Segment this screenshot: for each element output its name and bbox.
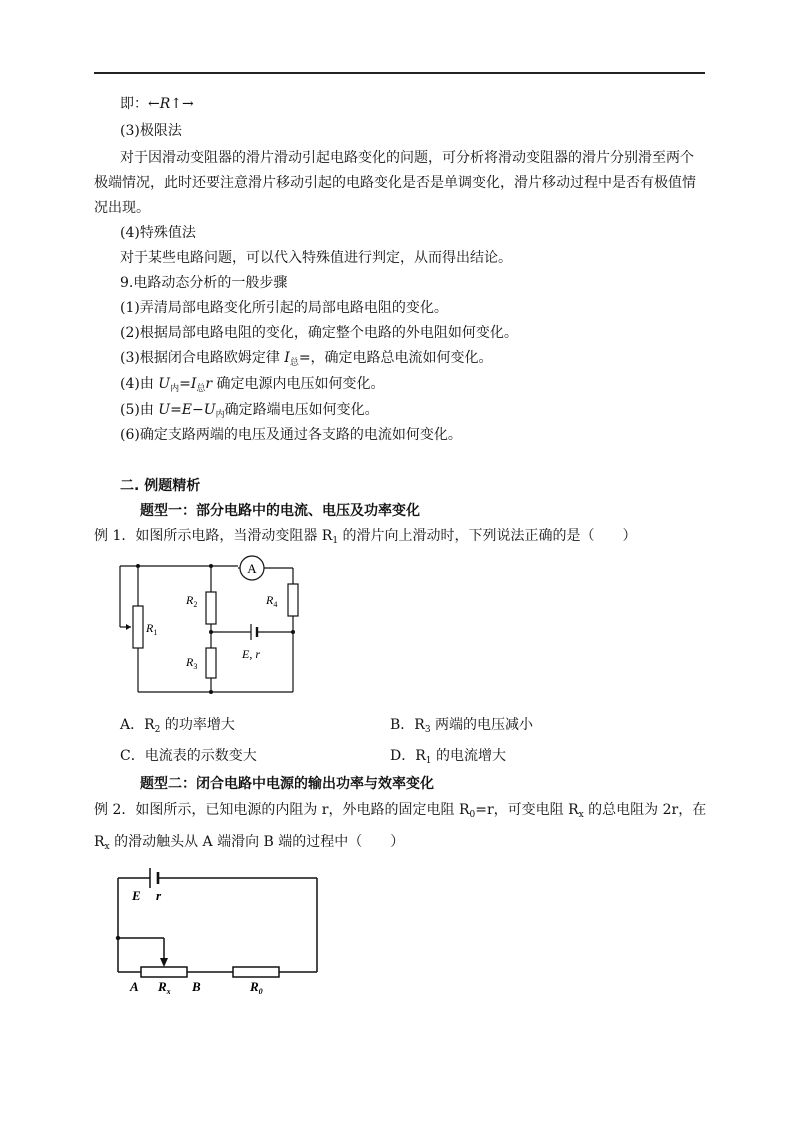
resistor-r0 bbox=[233, 967, 279, 977]
ex1-option-d: D．$R_1$ 的电流增大 bbox=[390, 748, 506, 766]
type-1-title: 题型一：部分电路中的电流、电压及功率变化 bbox=[140, 503, 420, 519]
ammeter-label: A bbox=[247, 561, 257, 576]
section-3-title: (3)极限法 bbox=[120, 123, 182, 139]
resistor-r3 bbox=[206, 648, 216, 678]
step-4: (4)由 $U_内=I_总r$ 确定电源内电压如何变化。 bbox=[120, 376, 385, 394]
circuit-diagram-1 bbox=[112, 552, 312, 697]
example-2-question-line-1: 例 2．如图所示，已知电源的内阻为 r，外电路的固定电阻 $R_0=r$，可变电阻 $R_x$ 的总电阻为 2r，在 bbox=[94, 802, 707, 820]
section-4-title: (4)特殊值法 bbox=[120, 225, 196, 241]
label-a: A bbox=[130, 979, 139, 994]
label-b: B bbox=[192, 979, 201, 994]
circuit-diagram-2 bbox=[110, 860, 330, 1000]
step-5: (5)由 $U=E-U_内$确定路端电压如何变化。 bbox=[120, 402, 379, 420]
section-3-para-line-3: 况出现。 bbox=[94, 200, 150, 216]
ex1-option-b: B．$R_3$ 两端的电压减小 bbox=[390, 717, 534, 735]
label-e: E bbox=[132, 888, 141, 903]
section-3-para-line-2: 极端情况，此时还要注意滑片移动引起的电路变化是否是单调变化，滑片移动过程中是否有极值情 bbox=[94, 175, 696, 191]
label-r4: $R_4$ bbox=[266, 593, 278, 609]
step-6: (6)确定支路两端的电压及通过各支路的电流如何变化。 bbox=[120, 427, 462, 443]
section-4-para: 对于某些电路问题，可以代入特殊值进行判定，从而得出结论。 bbox=[120, 250, 512, 266]
label-emf: E, r bbox=[242, 647, 260, 661]
label-r2: $R_2$ bbox=[186, 593, 198, 609]
resistor-r4 bbox=[288, 584, 298, 616]
resistor-rx bbox=[141, 967, 187, 977]
step-2: (2)根据局部电路电阻的变化，确定整个电路的外电阻如何变化。 bbox=[120, 325, 518, 341]
label-r1: $R_1$ bbox=[146, 621, 158, 637]
label-r: r bbox=[156, 888, 162, 903]
resistor-r1 bbox=[133, 606, 143, 648]
section-9-title: 9.电路动态分析的一般步骤 bbox=[120, 275, 288, 291]
section-3-para-line-1: 对于因滑动变阻器的滑片滑动引起电路变化的问题，可分析将滑动变阻器的滑片分别滑至两个 bbox=[120, 150, 694, 166]
example-1-question: 例 1．如图所示电路，当滑动变阻器 $R_1$ 的滑片向上滑动时，下列说法正确的是（ ） bbox=[94, 528, 637, 546]
label-r3: $R_3$ bbox=[186, 655, 198, 671]
section-2-title: 二. 例题精析 bbox=[120, 478, 201, 494]
example-2-question-line-2: $R_x$ 的滑动触头从 A 端滑向 B 端的过程中（ ） bbox=[94, 834, 405, 852]
step-1: (1)弄清局部电路变化所引起的局部电路电阻的变化。 bbox=[120, 300, 448, 316]
header-rule bbox=[94, 72, 705, 74]
resistor-r2 bbox=[206, 592, 216, 624]
ex1-option-c: C．电流表的示数变大 bbox=[120, 748, 257, 764]
step-3: (3)根据闭合电路欧姆定律 $I_总=$，确定电路总电流如何变化。 bbox=[120, 350, 493, 368]
line-arrow-R: 即：←R↑→ bbox=[120, 96, 194, 112]
label-r0: $R_0$ bbox=[250, 979, 263, 996]
type-2-title: 题型二：闭合电路中电源的输出功率与效率变化 bbox=[140, 776, 434, 792]
label-rx: $R_x$ bbox=[158, 979, 171, 996]
ex1-option-a: A．$R_2$ 的功率增大 bbox=[120, 717, 235, 735]
